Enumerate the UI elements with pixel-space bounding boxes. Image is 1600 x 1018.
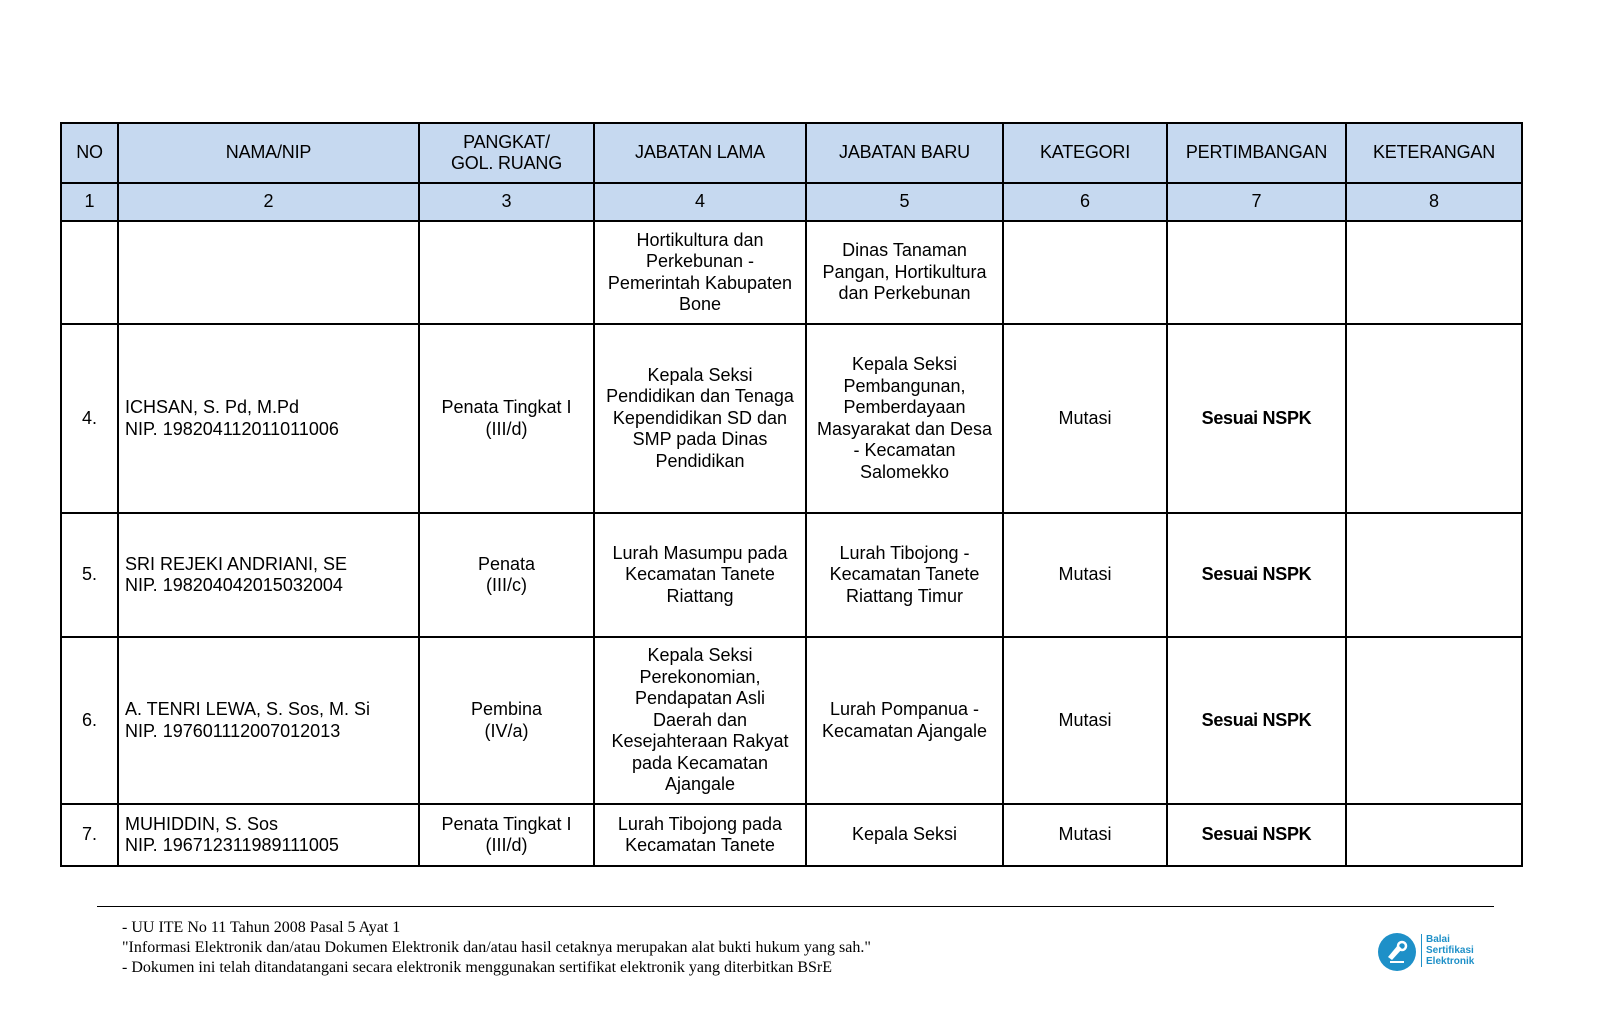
cell-jabatan-lama: Lurah Masumpu pada Kecamatan Tanete Riattang (594, 513, 806, 637)
cell-pangkat: Penata Tingkat I (III/d) (419, 804, 594, 866)
table-row (61, 221, 1522, 324)
header-jabatan-baru: JABATAN BARU (806, 123, 1003, 183)
cell-jabatan-baru: Kepala Seksi Pembangunan, Pemberdayaan Masyarakat dan Desa - Kecamatan Salomekko (806, 324, 1003, 513)
cell-nama: SRI REJEKI ANDRIANI, SE NIP. 198204042015032004 (118, 513, 419, 637)
table-row (61, 324, 1522, 513)
table-row (61, 804, 1522, 866)
column-number: 5 (806, 183, 1003, 221)
table-row (61, 637, 1522, 804)
cell-pertimbangan: Sesuai NSPK (1167, 637, 1346, 804)
cell-no: 6. (61, 637, 118, 804)
header-pertimbangan: PERTIMBANGAN (1167, 123, 1346, 183)
header-row (61, 123, 1522, 183)
header-jabatan-lama: JABATAN LAMA (594, 123, 806, 183)
column-number: 7 (1167, 183, 1346, 221)
bsre-logo (1377, 932, 1497, 976)
cell-pangkat: Penata (III/c) (419, 513, 594, 637)
cell-pangkat: Penata Tingkat I (III/d) (419, 324, 594, 513)
header-nama-nip: NAMA/NIP (118, 123, 419, 183)
footer-divider (97, 906, 1494, 907)
cell-jabatan-lama: Kepala Seksi Perekonomian, Pendapatan Asli Daerah dan Kesejahteraan Rakyat pada Kecamatan Ajangale (594, 637, 806, 804)
cell-jabatan-baru: Kepala Seksi (806, 804, 1003, 866)
column-number: 1 (61, 183, 118, 221)
cell-keterangan (1346, 221, 1522, 324)
cell-pangkat: Pembina (IV/a) (419, 637, 594, 804)
cell-nama: A. TENRI LEWA, S. Sos, M. Si NIP. 197601112007012013 (118, 637, 419, 804)
cell-keterangan (1346, 637, 1522, 804)
bsre-emblem-icon (1377, 932, 1417, 972)
cell-keterangan (1346, 513, 1522, 637)
column-number: 6 (1003, 183, 1167, 221)
mutation-table (60, 122, 1523, 867)
cell-kategori: Mutasi (1003, 324, 1167, 513)
bsre-wordmark: Balai Sertifikasi Elektronik (1421, 934, 1474, 967)
cell-pangkat (419, 221, 594, 324)
cell-kategori (1003, 221, 1167, 324)
column-number: 8 (1346, 183, 1522, 221)
cell-jabatan-lama: Hortikultura dan Perkebunan - Pemerintah Kabupaten Bone (594, 221, 806, 324)
footer-line: - Dokumen ini telah ditandatangani secara elektronik menggunakan sertifikat elektronik yang diterbitkan BSrE (122, 959, 832, 976)
table-row (61, 513, 1522, 637)
cell-kategori: Mutasi (1003, 804, 1167, 866)
header-no: NO (61, 123, 118, 183)
cell-no: 5. (61, 513, 118, 637)
header-pangkat: PANGKAT/ GOL. RUANG (419, 123, 594, 183)
header-kategori: KATEGORI (1003, 123, 1167, 183)
column-number: 4 (594, 183, 806, 221)
cell-jabatan-baru: Dinas Tanaman Pangan, Hortikultura dan Perkebunan (806, 221, 1003, 324)
cell-pertimbangan: Sesuai NSPK (1167, 324, 1346, 513)
cell-keterangan (1346, 324, 1522, 513)
footer-line: "Informasi Elektronik dan/atau Dokumen Elektronik dan/atau hasil cetaknya merupakan alat bukti hukum yang sah." (122, 939, 871, 956)
cell-pertimbangan: Sesuai NSPK (1167, 513, 1346, 637)
cell-jabatan-baru: Lurah Tibojong - Kecamatan Tanete Riattang Timur (806, 513, 1003, 637)
cell-kategori: Mutasi (1003, 513, 1167, 637)
cell-nama: MUHIDDIN, S. Sos NIP. 196712311989111005 (118, 804, 419, 866)
column-number-row (61, 183, 1522, 221)
cell-nama (118, 221, 419, 324)
cell-pertimbangan (1167, 221, 1346, 324)
column-number: 3 (419, 183, 594, 221)
header-keterangan: KETERANGAN (1346, 123, 1522, 183)
cell-no: 7. (61, 804, 118, 866)
cell-keterangan (1346, 804, 1522, 866)
cell-jabatan-lama: Lurah Tibojong pada Kecamatan Tanete (594, 804, 806, 866)
cell-pertimbangan: Sesuai NSPK (1167, 804, 1346, 866)
footer-line: - UU ITE No 11 Tahun 2008 Pasal 5 Ayat 1 (122, 919, 401, 936)
cell-no: 4. (61, 324, 118, 513)
cell-jabatan-baru: Lurah Pompanua - Kecamatan Ajangale (806, 637, 1003, 804)
footer-legal-notice (122, 918, 1302, 978)
cell-kategori: Mutasi (1003, 637, 1167, 804)
column-number: 2 (118, 183, 419, 221)
cell-jabatan-lama: Kepala Seksi Pendidikan dan Tenaga Kependidikan SD dan SMP pada Dinas Pendidikan (594, 324, 806, 513)
cell-nama: ICHSAN, S. Pd, M.Pd NIP. 198204112011011006 (118, 324, 419, 513)
cell-no (61, 221, 118, 324)
